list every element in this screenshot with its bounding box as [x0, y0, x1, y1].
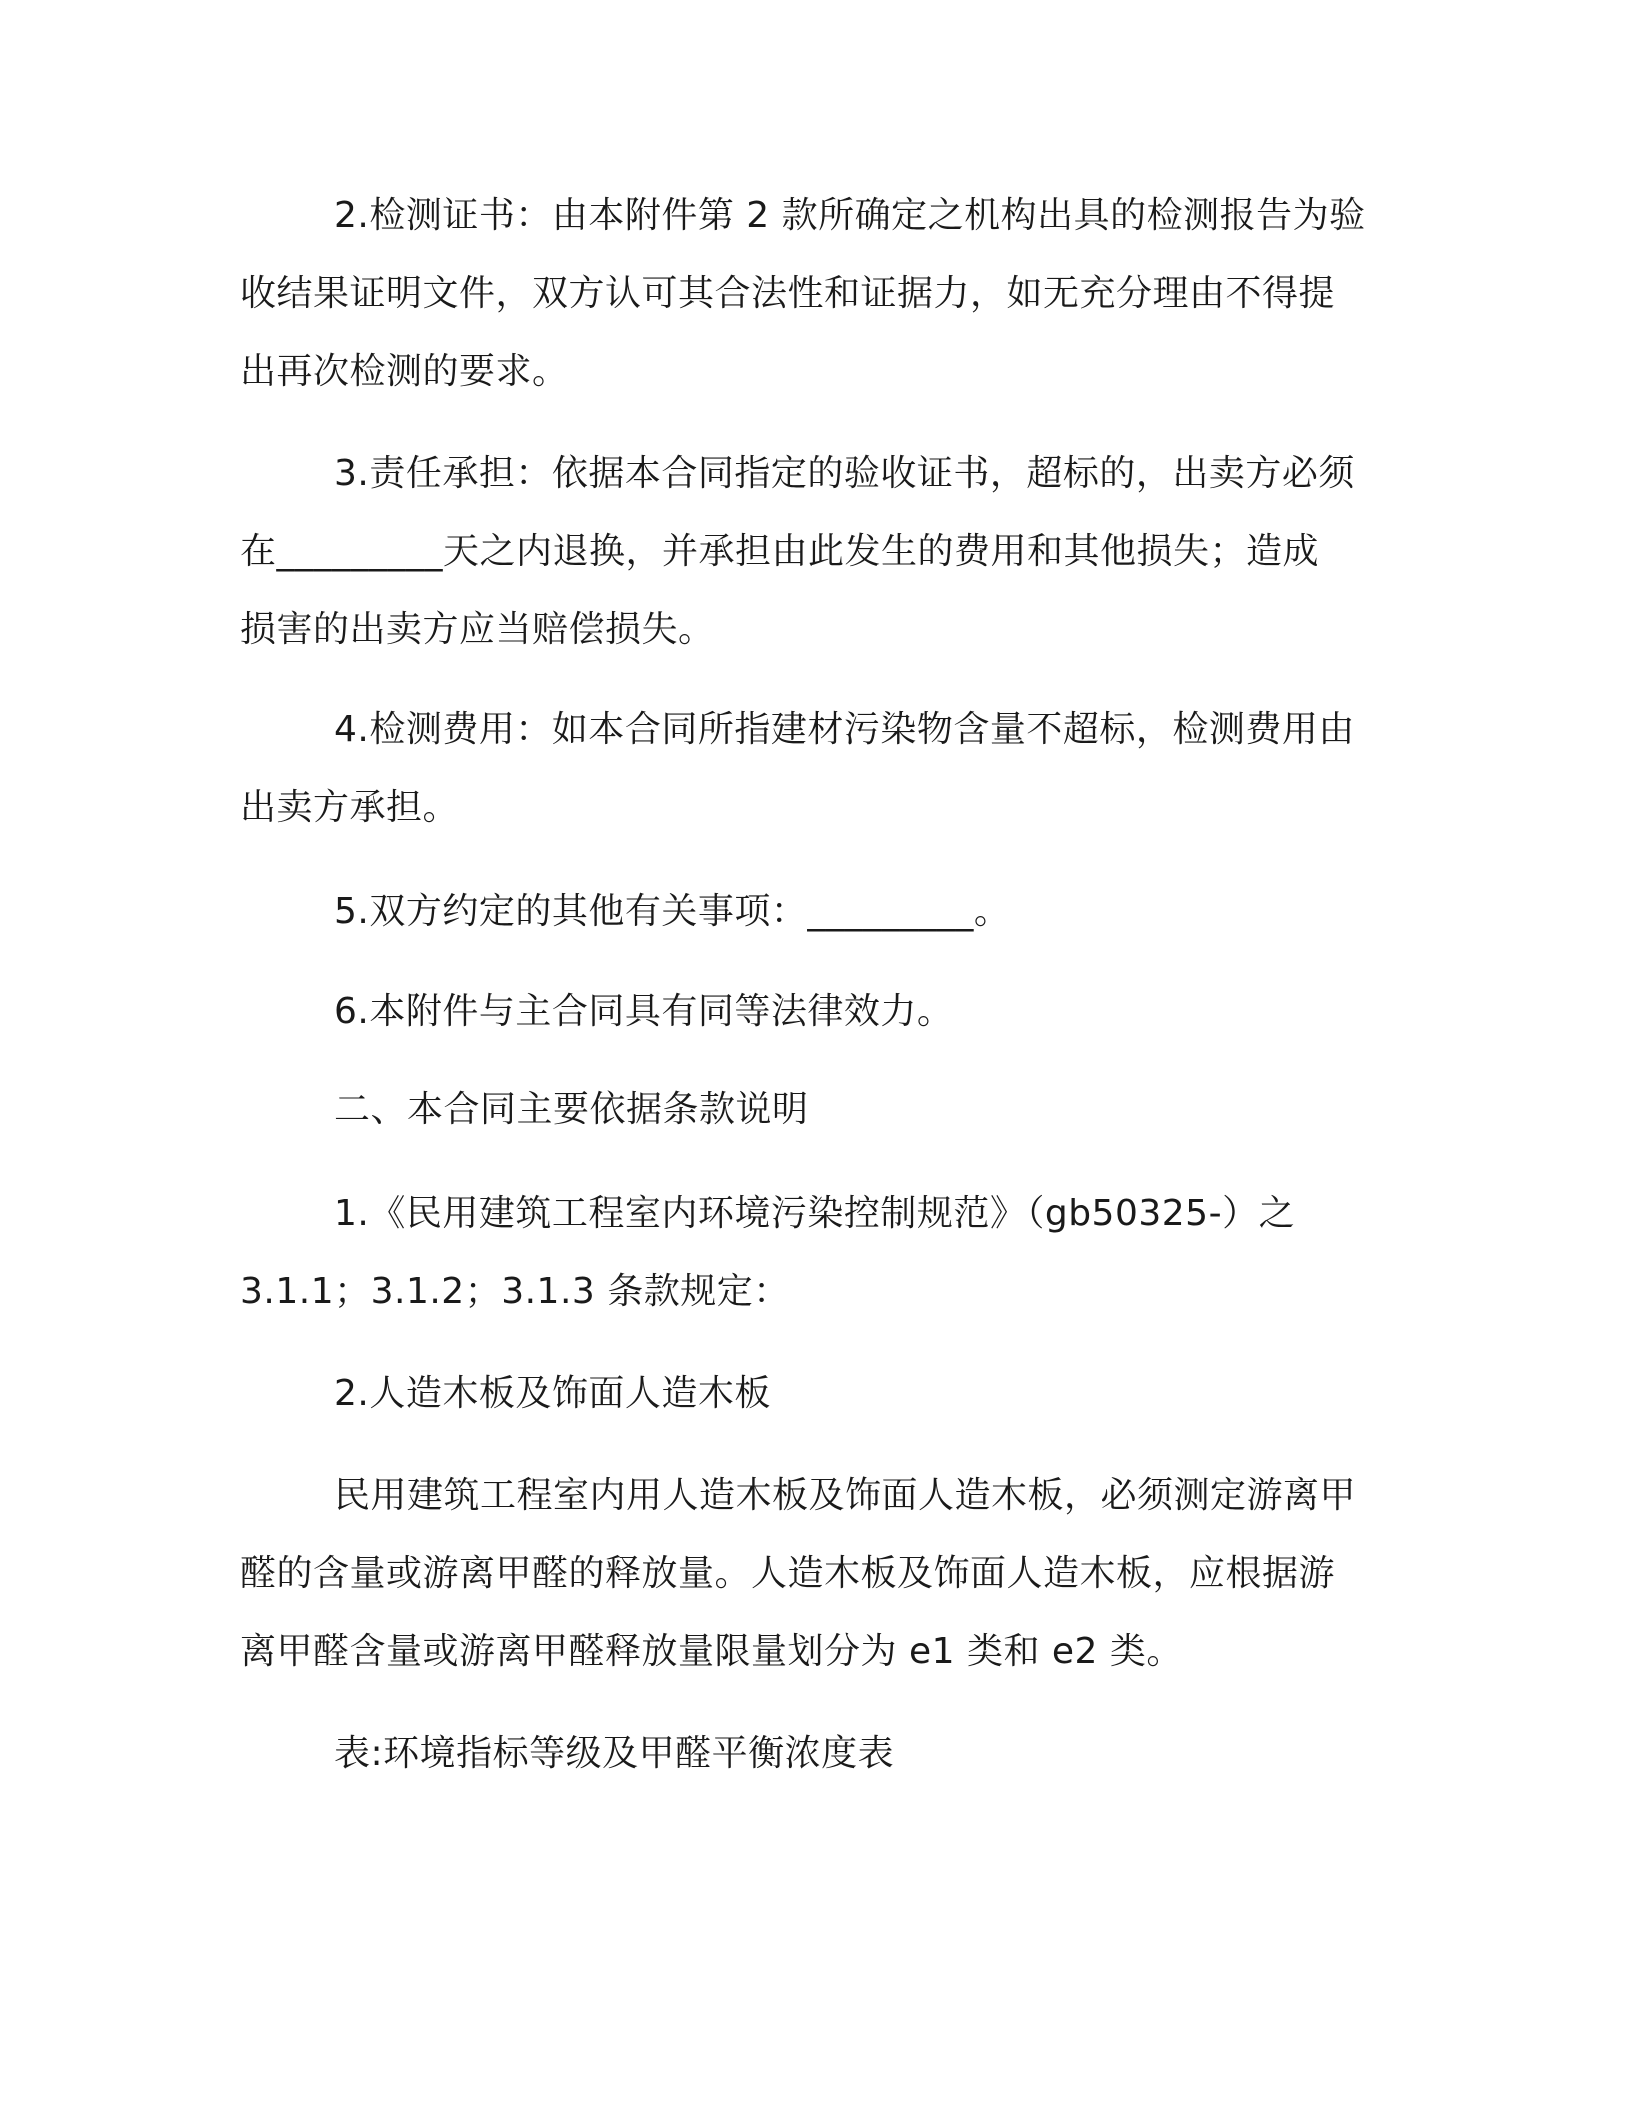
clause-3-line-2: 在_________天之内退换，并承担由此发生的费用和其他损失；造成: [240, 531, 1320, 572]
clause-2-line-2: 收结果证明文件，双方认可其合法性和证据力，如无充分理由不得提: [240, 273, 1336, 314]
section-heading: 二、本合同主要依据条款说明: [334, 1089, 809, 1130]
table-caption: 表:环境指标等级及甲醛平衡浓度表: [334, 1733, 895, 1774]
clause-4-line-1: 4.检测费用：如本合同所指建材污染物含量不超标，检测费用由: [334, 709, 1355, 750]
clause-6: 6.本附件与主合同具有同等法律效力。: [334, 991, 954, 1032]
basis-1-line-2: 3.1.1；3.1.2；3.1.3 条款规定：: [240, 1271, 790, 1312]
basis-1-line-1: 1.《民用建筑工程室内环境污染控制规范》（gb50325-）之: [334, 1193, 1296, 1234]
clause-3-line-3: 损害的出卖方应当赔偿损失。: [240, 609, 715, 650]
clause-2-line-1: 2.检测证书：由本附件第 2 款所确定之机构出具的检测报告为验: [334, 195, 1366, 236]
basis-2-heading: 2.人造木板及饰面人造木板: [334, 1373, 771, 1414]
clause-3-line-1: 3.责任承担：依据本合同指定的验收证书，超标的，出卖方必须: [334, 453, 1355, 494]
clause-2-line-3: 出再次检测的要求。: [240, 351, 569, 392]
clause-4-line-2: 出卖方承担。: [240, 787, 460, 828]
basis-2-body-line-3: 离甲醛含量或游离甲醛释放量限量划分为 e1 类和 e2 类。: [240, 1631, 1183, 1672]
basis-2-body-line-2: 醛的含量或游离甲醛的释放量。人造木板及饰面人造木板，应根据游: [240, 1553, 1336, 1594]
clause-5: 5.双方约定的其他有关事项：_________。: [334, 891, 1011, 932]
basis-2-body-line-1: 民用建筑工程室内用人造木板及饰面人造木板，必须测定游离甲: [334, 1475, 1357, 1516]
